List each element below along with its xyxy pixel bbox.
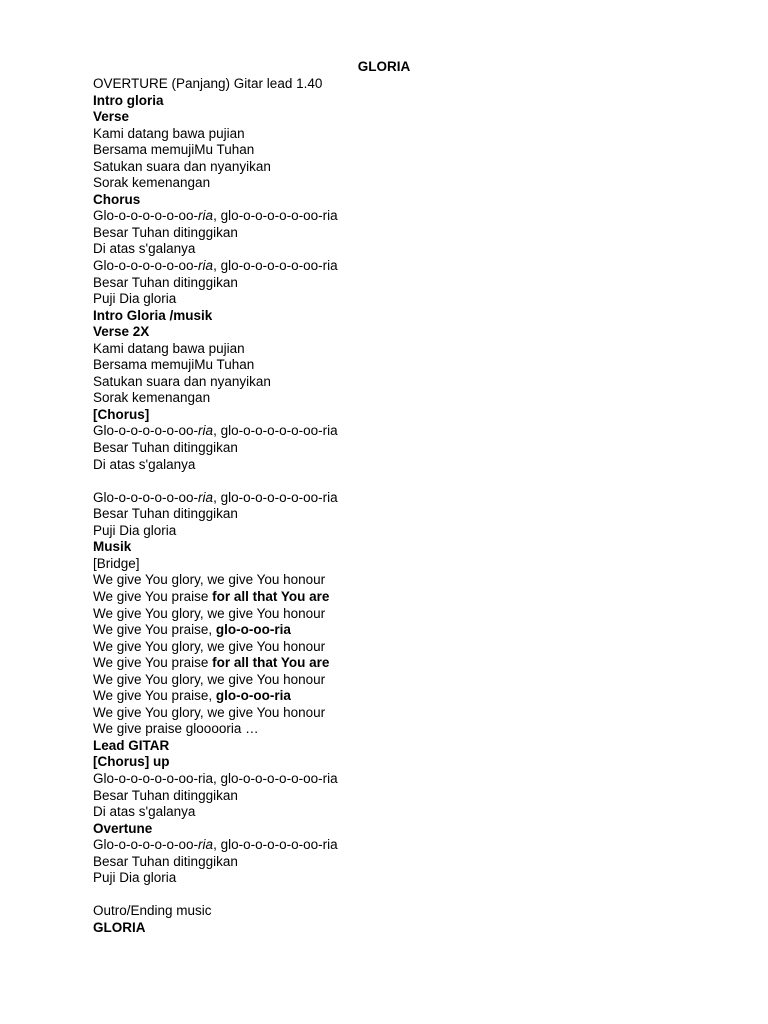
song-title-text: GLORIA (357, 59, 411, 74)
section-heading: Verse 2X (93, 324, 150, 340)
text-fragment: Glo-o-o-o-o-o-oo- (93, 837, 199, 853)
bold-fragment: for all that You are (212, 588, 330, 604)
lyric-line: Di atas s'galanya (93, 241, 196, 257)
lyric-line: We give You glory, we give You honour (93, 638, 326, 654)
lyric-line (93, 589, 733, 606)
lyric-line (93, 423, 733, 440)
lyric-line: Besar Tuhan ditinggikan (93, 274, 238, 290)
lyric-line: Besar Tuhan ditinggikan (93, 224, 238, 240)
lyric-line (93, 655, 733, 672)
song-title (0, 59, 768, 76)
text-fragment: , glo-o-o-o-o-o-oo-ria (213, 423, 338, 439)
lyric-line: Satukan suara dan nyanyikan (93, 373, 271, 389)
lyrics-body (93, 76, 733, 936)
lyric-line: Puji Dia gloria (93, 291, 177, 307)
italic-fragment: ria (198, 208, 214, 224)
section-heading: GLORIA (93, 919, 146, 935)
text-fragment: Glo-o-o-o-o-o-oo- (93, 423, 199, 439)
lyric-line: We give praise glooooria … (93, 721, 259, 737)
lyric-line: Outro/Ending music (93, 903, 212, 919)
lyric-line (93, 887, 733, 904)
bold-fragment: for all that You are (212, 655, 330, 671)
lyric-line (93, 837, 733, 854)
lyric-line: Di atas s'galanya (93, 456, 196, 472)
lyric-line (93, 208, 733, 225)
text-fragment: Glo-o-o-o-o-o-oo- (93, 489, 199, 505)
italic-fragment: ria (198, 489, 214, 505)
section-heading: Verse (93, 109, 130, 125)
italic-fragment: ria (198, 837, 214, 853)
lyric-line (93, 258, 733, 275)
lyric-line: Puji Dia gloria (93, 522, 177, 538)
lyric-line: Di atas s'galanya (93, 804, 196, 820)
section-heading: Musik (93, 539, 132, 555)
text-fragment: We give You praise, (93, 688, 216, 704)
section-heading: Chorus (93, 191, 141, 207)
text-fragment: , glo-o-o-o-o-o-oo-ria (213, 208, 338, 224)
text-fragment: Glo-o-o-o-o-o-oo- (93, 258, 199, 274)
section-heading: [Chorus] up (93, 754, 170, 770)
text-fragment: We give You praise (93, 655, 213, 671)
italic-fragment: ria (198, 423, 214, 439)
text-fragment: , glo-o-o-o-o-o-oo-ria (213, 258, 338, 274)
lyric-line: Besar Tuhan ditinggikan (93, 506, 238, 522)
lyric-line: Kami datang bawa pujian (93, 125, 245, 141)
lyric-line: OVERTURE (Panjang) Gitar lead 1.40 (93, 76, 323, 91)
lyric-line: Glo-o-o-o-o-o-oo-ria, glo-o-o-o-o-o-oo-ria (93, 770, 338, 786)
section-heading: Lead GITAR (93, 737, 170, 753)
bold-fragment: glo-o-oo-ria (215, 622, 291, 638)
lyric-line: Sorak kemenangan (93, 390, 211, 406)
lyric-line: We give You glory, we give You honour (93, 704, 326, 720)
section-heading: Intro gloria (93, 92, 164, 108)
text-fragment: Glo-o-o-o-o-o-oo- (93, 208, 199, 224)
lyric-line (93, 622, 733, 639)
lyric-line: We give You glory, we give You honour (93, 572, 326, 588)
lyric-line: Bersama memujiMu Tuhan (93, 142, 255, 158)
lyric-line: We give You glory, we give You honour (93, 605, 326, 621)
section-heading: [Chorus] (93, 406, 150, 422)
lyric-line: Besar Tuhan ditinggikan (93, 853, 238, 869)
bold-fragment: glo-o-oo-ria (215, 688, 291, 704)
lyric-line: Besar Tuhan ditinggikan (93, 440, 238, 456)
lyric-line: Besar Tuhan ditinggikan (93, 787, 238, 803)
text-fragment: We give You praise, (93, 622, 216, 638)
lyric-line: Bersama memujiMu Tuhan (93, 357, 255, 373)
lyric-line: [Bridge] (93, 555, 140, 571)
lyric-line (93, 688, 733, 705)
section-heading: Intro Gloria /musik (93, 307, 213, 323)
lyric-line: Kami datang bawa pujian (93, 340, 245, 356)
lyric-line: Sorak kemenangan (93, 175, 211, 191)
section-heading: Overtune (93, 820, 153, 836)
lyric-line: Satukan suara dan nyanyikan (93, 158, 271, 174)
text-fragment: We give You praise (93, 588, 213, 604)
lyric-line (93, 473, 733, 490)
lyric-line: We give You glory, we give You honour (93, 671, 326, 687)
lyric-line: Puji Dia gloria (93, 870, 177, 886)
text-fragment: , glo-o-o-o-o-o-oo-ria (213, 489, 338, 505)
lyric-line (93, 490, 733, 507)
text-fragment: , glo-o-o-o-o-o-oo-ria (213, 837, 338, 853)
italic-fragment: ria (198, 258, 214, 274)
